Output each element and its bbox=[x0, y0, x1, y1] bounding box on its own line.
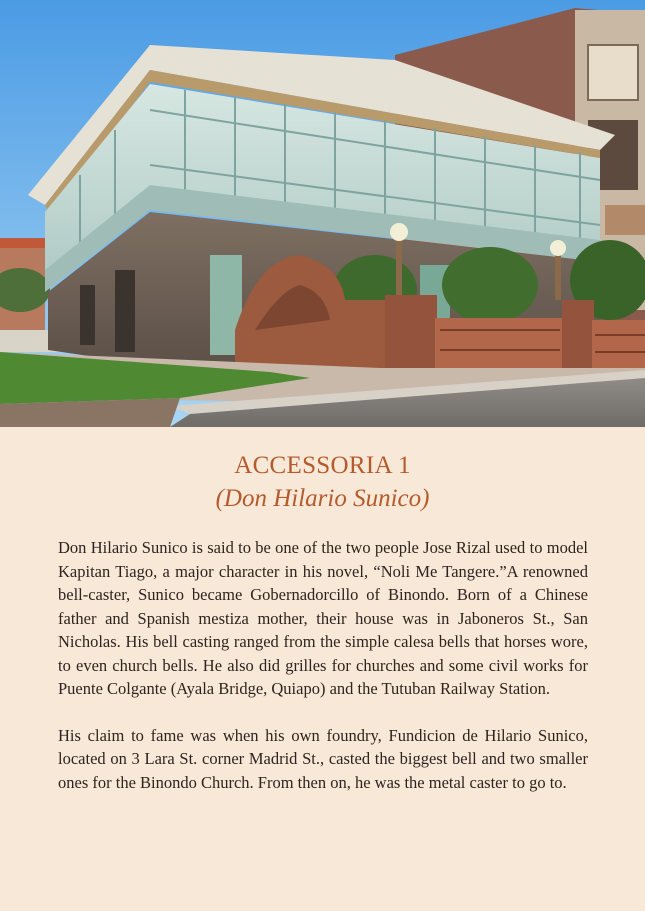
heading-block bbox=[0, 450, 645, 516]
body-paragraph-2: His claim to fame was when his own foundry, Fundicion de Hilario Sunico, located on 3 Lara St. corner Madrid St., casted the biggest bell and two smaller ones for the Binondo Church. From then on, he was the metal caster to go to. bbox=[58, 725, 588, 792]
house-illustration bbox=[0, 0, 645, 427]
house-photo bbox=[0, 0, 645, 427]
body-text bbox=[58, 536, 588, 817]
page-subtitle: (Don Hilario Sunico) bbox=[215, 485, 430, 512]
body-paragraph-1: Don Hilario Sunico is said to be one of the two people Jose Rizal used to model Kapitan Tiago, a major character in his novel, “Noli Me Tangere.”A renowned bell-caster, Sunico became Gobernadorcillo of Binondo. Born of a Chinese father and Spanish mestiza mother, their house was in Jaboneros St., San Nicholas. His bell casting ranged from the simple calesa bells that horses wore, to even church bells. He also did grilles for churches and some civil works for Puente Colgante (Ayala Bridge, Quiapo) and the Tutuban Railway Station. bbox=[58, 538, 588, 698]
page-title: ACCESSORIA 1 bbox=[234, 452, 411, 479]
